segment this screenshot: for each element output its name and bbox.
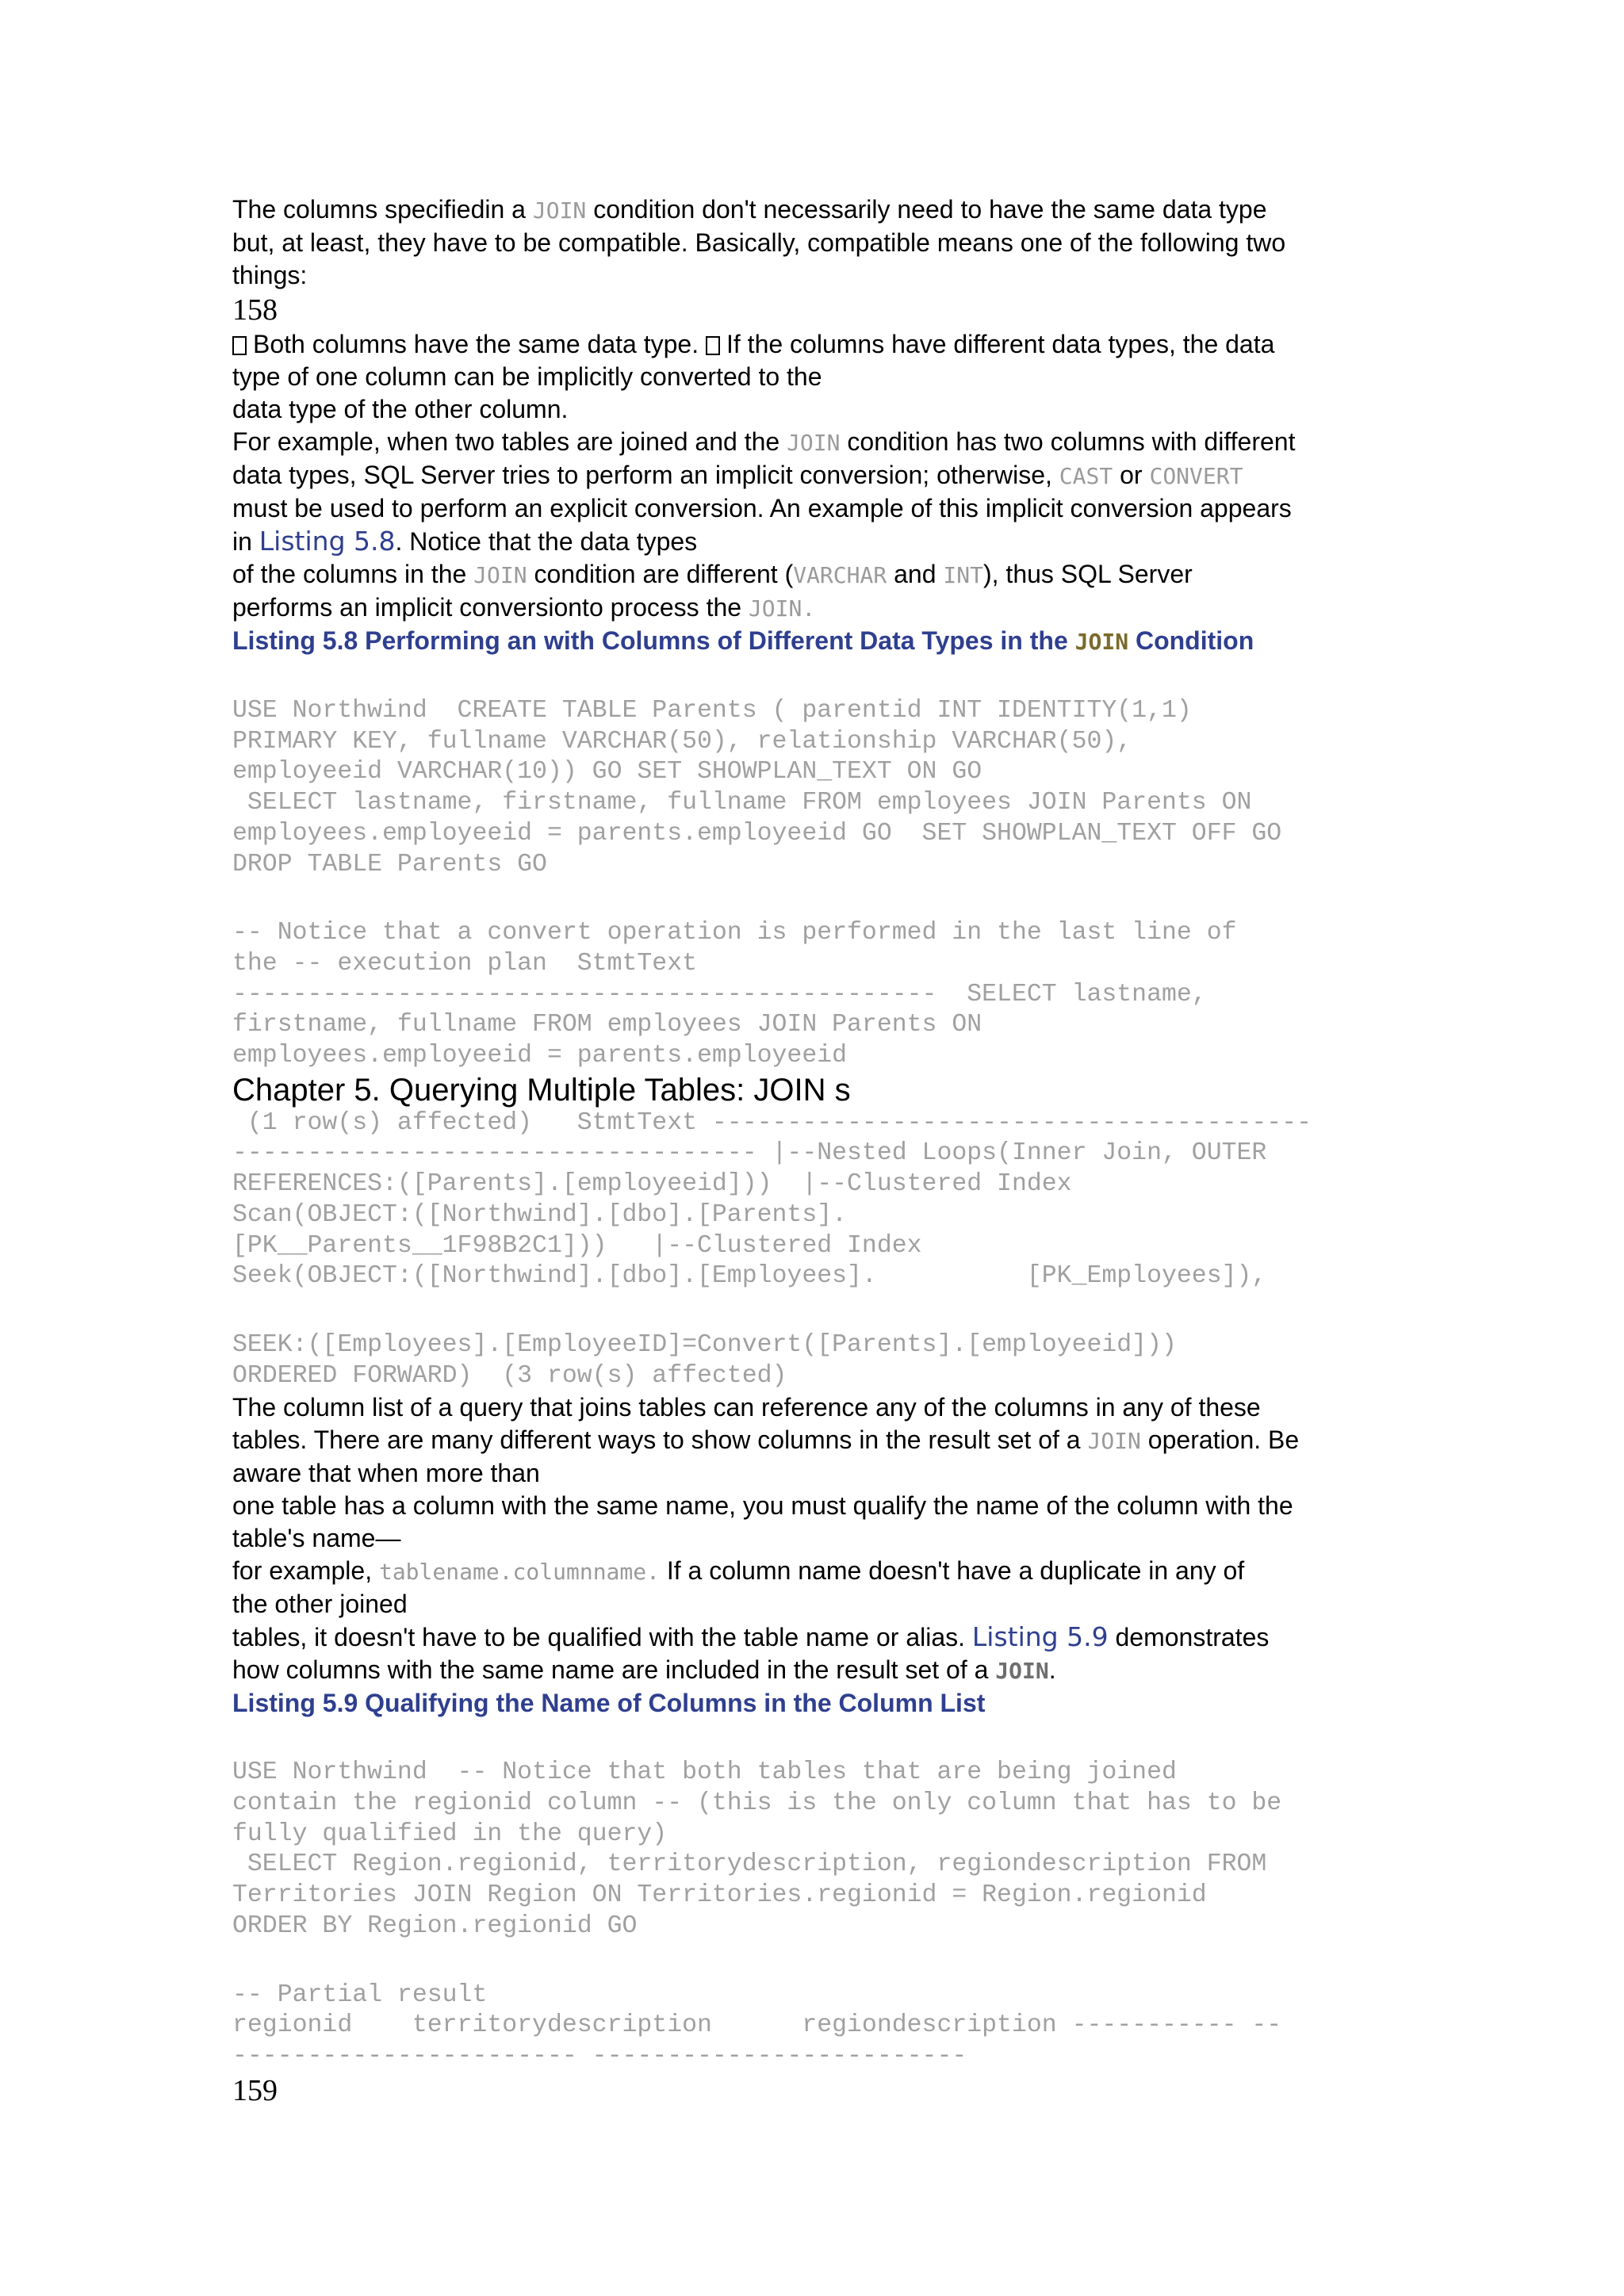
code-line: Seek(OBJECT:([Northwind].[dbo].[Employees]. [PK_Employees]), bbox=[232, 1262, 1267, 1291]
text: condition has two columns with different bbox=[840, 427, 1296, 456]
page-number-bottom: 159 bbox=[232, 2073, 278, 2107]
text: If the columns have different data types, the data bbox=[726, 330, 1275, 358]
code-line: employees.employeeid = parents.employeeid bbox=[232, 1042, 848, 1070]
code-line: employees.employeeid = parents.employeeid GO SET SHOWPLAN_TEXT OFF GO bbox=[232, 819, 1282, 848]
inline-code-convert: CONVERT bbox=[1149, 463, 1243, 489]
listing-5-8-heading bbox=[232, 625, 1398, 658]
inline-code-join: JOIN bbox=[532, 197, 587, 224]
text: demonstrates bbox=[1108, 1623, 1270, 1652]
text: For example, when two tables are joined and the bbox=[232, 427, 787, 456]
paragraph-column-list bbox=[232, 1391, 1398, 1687]
text: Listing 5.8 Performing an with Columns of Different Data Types in the bbox=[232, 626, 1075, 655]
text: The column list of a query that joins tables can reference any of the columns in any of these bbox=[232, 1393, 1261, 1422]
inline-code-join: JOIN bbox=[1074, 629, 1129, 655]
code-block-listing-5-9 bbox=[232, 1758, 1398, 1942]
code-line: Scan(OBJECT:([Northwind].[dbo].[Parents]. bbox=[232, 1200, 848, 1229]
code-line: REFERENCES:([Parents].[employeeid])) |--Clustered Index bbox=[232, 1170, 1072, 1199]
code-line: PRIMARY KEY, fullname VARCHAR(50), relationship VARCHAR(50), bbox=[232, 727, 1132, 756]
code-block-partial-result bbox=[232, 1980, 1398, 2072]
code-block-execution-plan bbox=[232, 918, 1398, 1072]
page-content bbox=[232, 193, 1398, 2109]
inline-code-join: JOIN bbox=[787, 430, 841, 456]
code-line: ----------------------------------- |--Nested Loops(Inner Join, OUTER bbox=[232, 1139, 1267, 1168]
code-line: -- Notice that a convert operation is performed in the last line of bbox=[232, 919, 1237, 947]
inline-code-join: JOIN bbox=[473, 562, 527, 588]
chapter-header: Chapter 5. Querying Multiple Tables: JOIN s bbox=[232, 1072, 851, 1108]
code-line: Territories JOIN Region ON Territories.regionid = Region.regionid bbox=[232, 1881, 1207, 1910]
text: must be used to perform an explicit conversion. An example of this implicit conversion appears bbox=[232, 494, 1292, 522]
text: . Notice that the data types bbox=[395, 527, 698, 556]
text: or bbox=[1113, 461, 1150, 489]
code-line: ORDER BY Region.regionid GO bbox=[232, 1911, 638, 1940]
code-line: ORDERED FORWARD) (3 row(s) affected) bbox=[232, 1361, 787, 1390]
text: type of one column can be implicitly converted to the bbox=[232, 362, 822, 391]
inline-code-varchar: VARCHAR bbox=[793, 562, 887, 588]
text: If a column name doesn't have a duplicate in any of bbox=[659, 1556, 1245, 1586]
code-block-plan-output bbox=[232, 1108, 1398, 1292]
inline-code-join: JOIN. bbox=[748, 595, 816, 622]
text: how columns with the same name are included in the result set of a bbox=[232, 1655, 996, 1685]
inline-code-join: JOIN bbox=[1087, 1428, 1141, 1455]
code-line: contain the regionid column -- (this is the only column that has to be bbox=[232, 1789, 1282, 1818]
inline-code-tablename-columnname: tablename.columnname. bbox=[378, 1559, 660, 1586]
code-line: ----------------------------------------------- SELECT lastname, bbox=[232, 980, 1207, 1008]
text: . bbox=[1048, 1655, 1056, 1685]
text: but, at least, they have to be compatible. Basically, compatible means one of the following two bbox=[232, 228, 1286, 257]
code-line: [PK__Parents__1F98B2C1])) |--Clustered Index bbox=[232, 1231, 922, 1260]
code-line: DROP TABLE Parents GO bbox=[232, 850, 547, 878]
text: aware that when more than bbox=[232, 1459, 540, 1488]
code-block-listing-5-8 bbox=[232, 696, 1398, 880]
code-line: USE Northwind -- Notice that both tables that are being joined bbox=[232, 1758, 1177, 1787]
code-block-seek bbox=[232, 1330, 1398, 1391]
text: one table has a column with the same name, you must qualify the name of the column with the bbox=[232, 1491, 1293, 1521]
page-number-top: 158 bbox=[232, 293, 278, 327]
text: in bbox=[232, 527, 259, 556]
inline-code-int: INT bbox=[943, 562, 983, 588]
paragraph-compatible-options bbox=[232, 328, 1398, 426]
code-line: SELECT lastname, firstname, fullname FROM employees JOIN Parents ON bbox=[232, 789, 1252, 817]
inline-code-join: JOIN bbox=[995, 1658, 1049, 1685]
text: ), thus SQL Server bbox=[982, 560, 1193, 588]
inline-code-cast: CAST bbox=[1059, 463, 1113, 489]
text: data type of the other column. bbox=[232, 395, 569, 423]
text: condition don't necessarily need to have the same data type bbox=[586, 195, 1267, 224]
paragraph-implicit-conversion bbox=[232, 426, 1398, 625]
code-line: SELECT Region.regionid, territorydescription, regiondescription FROM bbox=[232, 1850, 1267, 1879]
code-line: USE Northwind CREATE TABLE Parents ( parentid INT IDENTITY(1,1) bbox=[232, 697, 1192, 725]
paragraph-join-compatibility bbox=[232, 193, 1398, 292]
text: table's name— bbox=[232, 1524, 401, 1553]
text: condition are different ( bbox=[527, 560, 794, 588]
text: and bbox=[887, 560, 944, 588]
bullet-glyph-icon bbox=[706, 336, 720, 355]
listing-5-8-link[interactable]: Listing 5.8 bbox=[259, 526, 396, 557]
text: for example, bbox=[232, 1556, 379, 1586]
code-line: -- Partial result bbox=[232, 1980, 488, 2009]
text: data types, SQL Server tries to perform an implicit conversion; otherwise, bbox=[232, 461, 1059, 489]
text: Both columns have the same data type. bbox=[253, 330, 699, 358]
code-line: ----------------------- ------------------------- bbox=[232, 2042, 967, 2070]
text: the other joined bbox=[232, 1590, 408, 1619]
text: Condition bbox=[1128, 626, 1254, 655]
text: operation. Be bbox=[1140, 1425, 1300, 1455]
code-line: firstname, fullname FROM employees JOIN Parents ON bbox=[232, 1011, 982, 1039]
text: of the columns in the bbox=[232, 560, 474, 588]
code-line: the -- execution plan StmtText bbox=[232, 949, 697, 978]
text: things: bbox=[232, 261, 308, 289]
text: tables, it doesn't have to be qualified with the table name or alias. bbox=[232, 1623, 972, 1652]
code-line: fully qualified in the query) bbox=[232, 1820, 668, 1848]
code-line: (1 row(s) affected) StmtText ---------------------------------------- bbox=[232, 1108, 1312, 1137]
code-line: employeeid VARCHAR(10)) GO SET SHOWPLAN_TEXT ON GO bbox=[232, 758, 982, 786]
text: performs an implicit conversionto process the bbox=[232, 593, 749, 622]
text: The columns specifiedin a bbox=[232, 195, 533, 224]
code-line: SEEK:([Employees].[EmployeeID]=Convert([Parents].[employeeid])) bbox=[232, 1330, 1177, 1359]
text: tables. There are many different ways to show columns in the result set of a bbox=[232, 1425, 1088, 1455]
bullet-glyph-icon bbox=[232, 336, 247, 355]
code-line: regionid territorydescription regiondescription ----------- -- bbox=[232, 2011, 1282, 2040]
listing-5-9-heading: Listing 5.9 Qualifying the Name of Columns in the Column List bbox=[232, 1689, 986, 1718]
listing-5-9-link[interactable]: Listing 5.9 bbox=[971, 1621, 1109, 1653]
